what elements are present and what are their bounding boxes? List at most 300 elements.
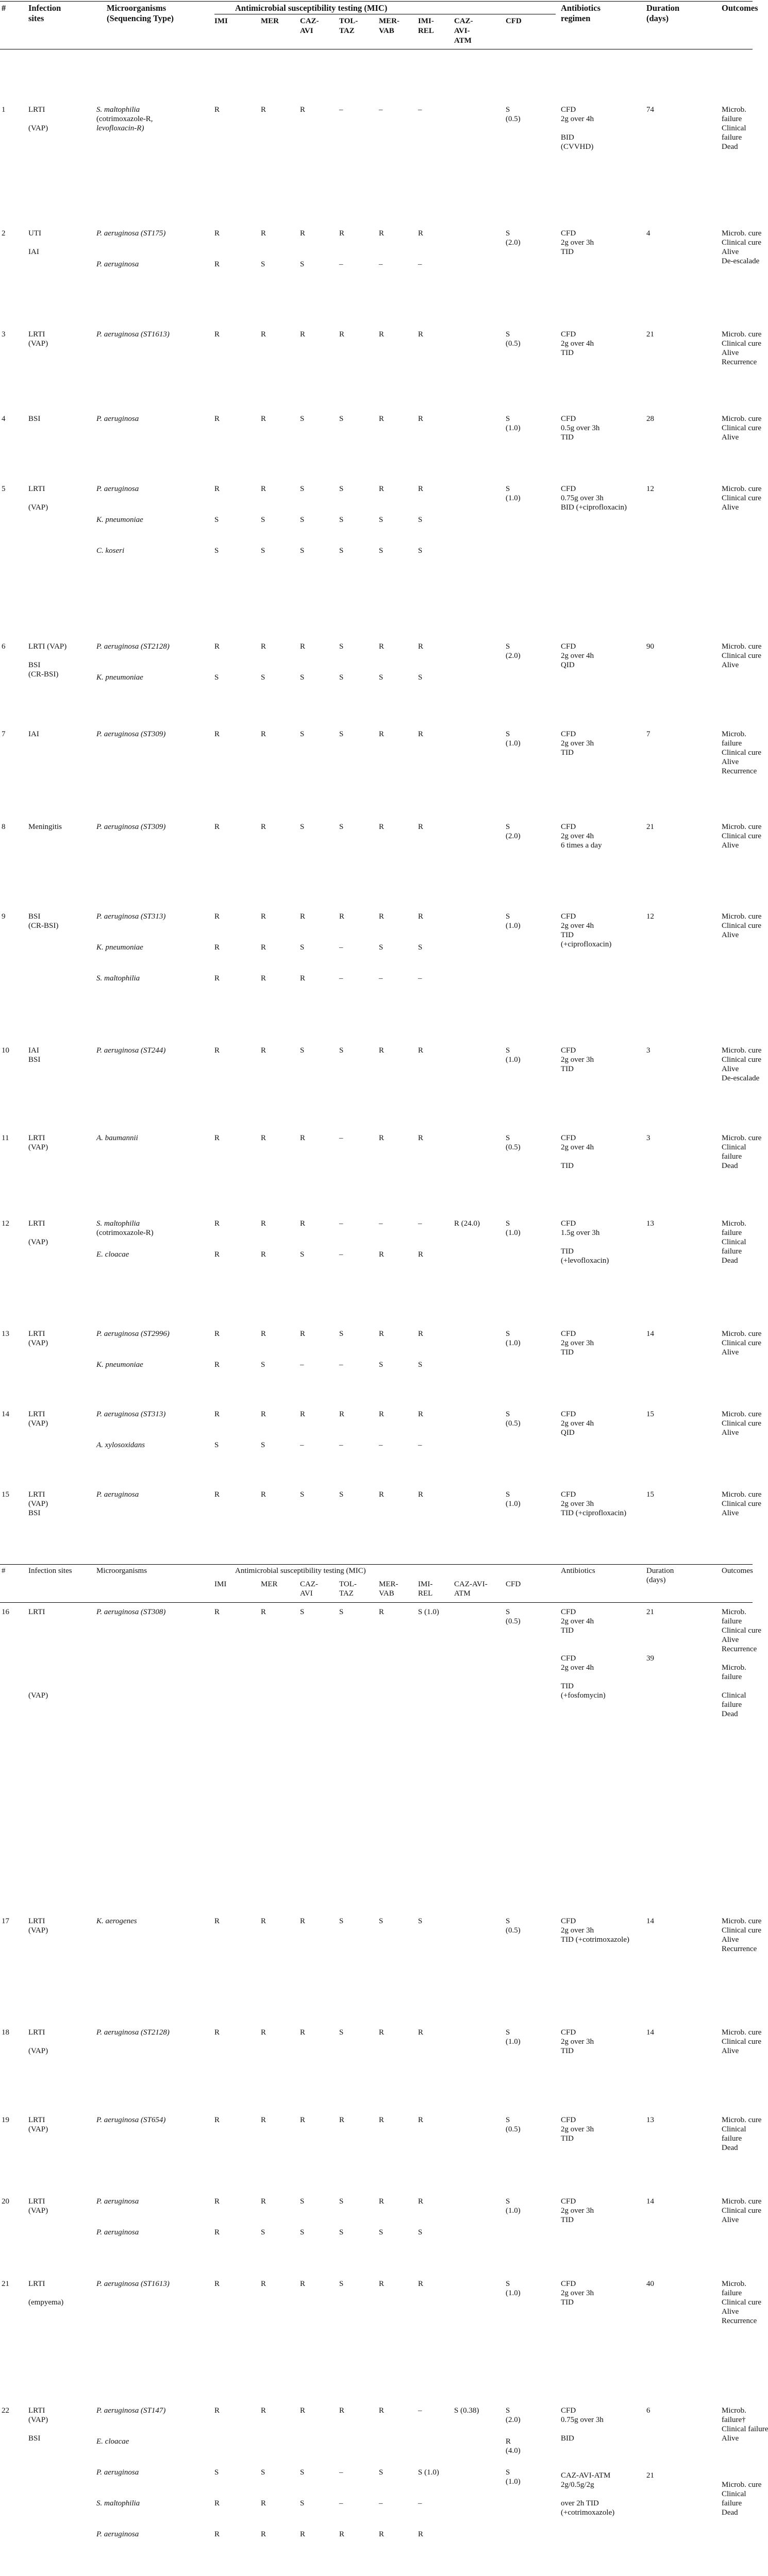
ast-value: S bbox=[418, 2228, 423, 2236]
antibiotic-regimen: CFD bbox=[561, 2116, 576, 2124]
ast-value: S bbox=[379, 516, 383, 524]
microorganism-name: A. xylosoxidans bbox=[96, 1441, 145, 1449]
row-number: 7 bbox=[2, 730, 6, 738]
ast-value: R bbox=[214, 2028, 220, 2037]
outcome: Alive bbox=[722, 1636, 739, 1644]
ast-value: R bbox=[261, 485, 266, 493]
ast-value: R bbox=[379, 1250, 385, 1259]
outcome: Alive bbox=[722, 2216, 739, 2224]
antibiotic-regimen: TID bbox=[561, 931, 574, 939]
ast-value: R bbox=[379, 229, 385, 238]
row-number: 9 bbox=[2, 912, 6, 921]
duration-days: 12 bbox=[646, 485, 654, 493]
ast-value: R bbox=[261, 1250, 266, 1259]
antibiotic-regimen: TID bbox=[561, 2047, 574, 2055]
ast-cfd-mic: (1.0) bbox=[506, 424, 521, 432]
microorganism-name: S. maltophilia bbox=[96, 974, 140, 982]
ast-value: S bbox=[418, 547, 423, 555]
ast-value: S bbox=[300, 943, 305, 952]
microorganism-name: P. aeruginosa bbox=[96, 1490, 139, 1499]
antibiotic-regimen: (+ciprofloxacin) bbox=[561, 940, 612, 948]
ast-cfd-mic: (0.5) bbox=[506, 115, 521, 123]
ast-value: S bbox=[418, 673, 423, 682]
ast-value: S bbox=[339, 2197, 344, 2206]
ast-value: R bbox=[379, 1490, 385, 1499]
outcome: failure bbox=[722, 1617, 742, 1625]
ast-value: R bbox=[300, 106, 306, 114]
ast-value: S bbox=[418, 1917, 423, 1925]
ast-value: R bbox=[214, 2530, 220, 2538]
ast-value: S bbox=[300, 2499, 305, 2507]
outcome: Clinical cure bbox=[722, 749, 762, 757]
outcome: Microb. cure bbox=[722, 1046, 762, 1055]
antibiotic-regimen: 0.75g over 3h bbox=[561, 494, 604, 502]
ast-value: R bbox=[261, 1046, 266, 1055]
header2-col-duration: Duration bbox=[646, 1567, 674, 1575]
ast-value: – bbox=[339, 1361, 343, 1369]
outcome: Microb. bbox=[722, 1608, 746, 1616]
antibiotic-regimen: TID bbox=[561, 1162, 574, 1170]
ast-value: S bbox=[339, 1490, 344, 1499]
header-col-microorganisms: (Sequencing Type) bbox=[107, 13, 174, 23]
infection-site: LRTI bbox=[28, 106, 45, 114]
ast-value: R bbox=[300, 2280, 306, 2288]
outcome: Dead bbox=[722, 1710, 738, 1718]
ast-value: R bbox=[261, 912, 266, 921]
outcome: Recurrence bbox=[722, 1645, 757, 1653]
microorganism-name: (cotrimoxazole-R) bbox=[96, 1229, 154, 1237]
ast-cfd-mic: (0.5) bbox=[506, 2125, 521, 2133]
header-col-outcomes: Outcomes bbox=[722, 3, 758, 13]
outcome: Clinical cure bbox=[722, 2298, 762, 2307]
outcome: Clinical bbox=[722, 1238, 746, 1246]
outcome: Microb. bbox=[722, 730, 746, 738]
header2-col-id: # bbox=[2, 1567, 6, 1575]
ast-value: S bbox=[261, 2468, 265, 2477]
antibiotic-regimen: 2g over 3h bbox=[561, 1056, 594, 1064]
infection-site: LRTI bbox=[28, 1330, 45, 1338]
ast-cfd-value: S bbox=[506, 2406, 510, 2415]
outcome: failure bbox=[722, 133, 742, 142]
outcome: Microb. cure bbox=[722, 912, 762, 921]
ast-value: – bbox=[339, 106, 343, 114]
row-number: 22 bbox=[2, 2406, 9, 2415]
outcome: failure† bbox=[722, 2416, 746, 2424]
duration-days-second: 39 bbox=[646, 1654, 654, 1663]
outcome: Alive bbox=[722, 1348, 739, 1357]
row-number: 14 bbox=[2, 1410, 9, 1418]
outcome: Microb. cure bbox=[722, 2197, 762, 2206]
ast-value: R bbox=[379, 1410, 385, 1418]
ast-value: S bbox=[261, 673, 265, 682]
ast-value: R bbox=[418, 1410, 424, 1418]
outcome: Microb. cure bbox=[722, 485, 762, 493]
infection-site: (VAP) bbox=[28, 2207, 48, 2215]
antibiotic-regimen: 2g over 3h bbox=[561, 239, 594, 247]
ast-value: R bbox=[261, 2280, 266, 2288]
header-ast-cfd: CFD bbox=[506, 17, 522, 25]
ast-value: R bbox=[300, 1410, 306, 1418]
ast-value: S bbox=[339, 1608, 344, 1616]
ast-cfd-value: S bbox=[506, 1134, 510, 1142]
ast-value: R bbox=[261, 730, 266, 738]
antibiotic-regimen: 2g over 4h bbox=[561, 1143, 594, 1151]
ast-cfd-value: S bbox=[506, 2468, 510, 2477]
header2-col-microorganisms: Microorganisms bbox=[96, 1567, 147, 1575]
ast-cfd-value: S bbox=[506, 1330, 510, 1338]
outcome: failure bbox=[722, 1153, 742, 1161]
table-rule bbox=[0, 1, 753, 2]
ast-value: R bbox=[379, 642, 385, 651]
header-col-sites: sites bbox=[28, 13, 44, 23]
ast-cfd-mic: (1.0) bbox=[506, 922, 521, 930]
ast-value: R bbox=[379, 1046, 385, 1055]
antibiotic-regimen: 6 times a day bbox=[561, 841, 602, 850]
outcome: failure bbox=[722, 1247, 742, 1256]
outcome: Microb. cure bbox=[722, 1490, 762, 1499]
antibiotic-regimen: 1.5g over 3h bbox=[561, 1229, 600, 1237]
ast-value: – bbox=[418, 1219, 422, 1228]
outcome: Clinical cure bbox=[722, 424, 762, 432]
infection-site: LRTI bbox=[28, 1490, 45, 1499]
outcome: Microb. cure bbox=[722, 2116, 762, 2124]
infection-site: BSI bbox=[28, 1056, 41, 1064]
row-number: 13 bbox=[2, 1330, 9, 1338]
header2-ast-col: TAZ bbox=[339, 1589, 354, 1598]
duration-days: 21 bbox=[646, 330, 654, 338]
header-ast-caz: CAZ- bbox=[300, 17, 319, 25]
ast-cfd-value: S bbox=[506, 1490, 510, 1499]
ast-value: R bbox=[261, 229, 266, 238]
infection-site: LRTI (VAP) bbox=[28, 642, 67, 651]
outcome: Dead bbox=[722, 2144, 738, 2152]
ast-value: S bbox=[379, 547, 383, 555]
outcome: Alive bbox=[722, 2434, 739, 2443]
antibiotic-regimen: 2g over 3h bbox=[561, 2038, 594, 2046]
ast-value: R bbox=[261, 1410, 266, 1418]
outcome: failure bbox=[722, 2134, 742, 2143]
header-col-ast: Antimicrobial susceptibility testing (MIC) bbox=[235, 3, 388, 13]
infection-site: BSI bbox=[28, 912, 41, 921]
header2-col-ast: Antimicrobial susceptibility testing (MIC) bbox=[235, 1567, 366, 1575]
microorganism-name: K. pneumoniae bbox=[96, 516, 143, 524]
ast-value: R bbox=[339, 912, 345, 921]
microorganism-name: P. aeruginosa (ST654) bbox=[96, 2116, 166, 2124]
ast-cfd-mic: (0.5) bbox=[506, 1419, 521, 1428]
ast-value: – bbox=[339, 1134, 343, 1142]
header2-ast-col: ATM bbox=[454, 1589, 471, 1598]
ast-value: R bbox=[418, 823, 424, 831]
ast-value: S bbox=[261, 2228, 265, 2236]
microorganism-name: P. aeruginosa (ST309) bbox=[96, 730, 166, 738]
outcome: Microb. bbox=[722, 2280, 746, 2288]
microorganism-name: levofloxacin-R) bbox=[96, 124, 144, 132]
outcome: Dead bbox=[722, 2509, 738, 2517]
ast-value: S bbox=[300, 823, 305, 831]
header2-col-duration: (days) bbox=[646, 1576, 666, 1584]
ast-value: R bbox=[418, 1490, 424, 1499]
header-ast-vab: VAB bbox=[379, 27, 394, 35]
row-number: 8 bbox=[2, 823, 6, 831]
antibiotic-regimen: BID (+ciprofloxacin) bbox=[561, 503, 627, 512]
ast-value: S bbox=[300, 2228, 305, 2236]
ast-value: R bbox=[214, 1219, 220, 1228]
ast-value: R bbox=[418, 1134, 424, 1142]
outcome: Clinical cure bbox=[722, 1500, 762, 1508]
antibiotic-regimen: 2g over 3h bbox=[561, 2207, 594, 2215]
ast-value: R bbox=[379, 2197, 385, 2206]
infection-site: IAI bbox=[28, 730, 39, 738]
outcome: Clinical cure bbox=[722, 1339, 762, 1347]
microorganism-name: S. maltophilia bbox=[96, 2499, 140, 2507]
ast-cfd-value: S bbox=[506, 1219, 510, 1228]
ast-value: S bbox=[300, 260, 305, 268]
infection-site: LRTI bbox=[28, 1219, 45, 1228]
microorganism-name: P. aeruginosa (ST1613) bbox=[96, 330, 170, 338]
ast-value: S bbox=[339, 1330, 344, 1338]
duration-days: 14 bbox=[646, 1330, 654, 1338]
ast-value: S (1.0) bbox=[418, 1608, 439, 1616]
ast-value: R bbox=[214, 2116, 220, 2124]
infection-site: LRTI bbox=[28, 2116, 45, 2124]
ast-value: R bbox=[214, 106, 220, 114]
header2-ast-col: MER- bbox=[379, 1580, 398, 1588]
antibiotic-regimen: 2g over 4h bbox=[561, 340, 594, 348]
outcome: Microb. cure bbox=[722, 1134, 762, 1142]
antibiotic-regimen: TID bbox=[561, 2298, 574, 2307]
infection-site: LRTI bbox=[28, 2197, 45, 2206]
antibiotic-regimen: CFD bbox=[561, 415, 576, 423]
ast-value: R bbox=[214, 1410, 220, 1418]
antibiotic-regimen: CFD bbox=[561, 1219, 576, 1228]
ast-value: R bbox=[379, 823, 385, 831]
ast-value: S bbox=[300, 2197, 305, 2206]
ast-value: R bbox=[214, 1330, 220, 1338]
outcome: Alive bbox=[722, 2047, 739, 2055]
ast-value: S bbox=[261, 260, 265, 268]
antibiotic-regimen: BID bbox=[561, 133, 574, 142]
antibiotic-regimen: CFD bbox=[561, 1608, 576, 1616]
outcome: Microb. cure bbox=[722, 2481, 762, 2489]
antibiotic-regimen: TID bbox=[561, 248, 574, 256]
microorganism-name: P. aeruginosa (ST244) bbox=[96, 1046, 166, 1055]
ast-value: – bbox=[418, 260, 422, 268]
infection-site: LRTI bbox=[28, 1608, 45, 1616]
ast-value: R bbox=[418, 229, 424, 238]
infection-site: LRTI bbox=[28, 1917, 45, 1925]
ast-value: S bbox=[214, 673, 219, 682]
ast-value: R bbox=[300, 2530, 306, 2538]
ast-cfd-value: S bbox=[506, 330, 510, 338]
ast-cfd-value: S bbox=[506, 642, 510, 651]
duration-days: 14 bbox=[646, 2197, 654, 2206]
header2-col-sites: Infection sites bbox=[28, 1567, 72, 1575]
ast-cfd-mic: (1.0) bbox=[506, 739, 521, 748]
antibiotic-regimen: CAZ-AVI-ATM bbox=[561, 2471, 611, 2480]
ast-value: S bbox=[214, 1441, 219, 1449]
duration-days: 3 bbox=[646, 1046, 650, 1055]
ast-value: R bbox=[339, 2530, 345, 2538]
infection-site: BSI bbox=[28, 415, 41, 423]
ast-cfd-value: S bbox=[506, 1046, 510, 1055]
ast-value: S bbox=[379, 1361, 383, 1369]
antibiotic-regimen: 2g over 3h bbox=[561, 2289, 594, 2297]
antibiotic-regimen: TID bbox=[561, 749, 574, 757]
outcome: Clinical cure bbox=[722, 1926, 762, 1935]
row-number: 5 bbox=[2, 485, 6, 493]
antibiotic-regimen: CFD bbox=[561, 106, 576, 114]
microorganism-name: C. koseri bbox=[96, 547, 125, 555]
ast-cfd-mic: (1.0) bbox=[506, 2478, 521, 2486]
ast-cfd-mic: (0.5) bbox=[506, 1143, 521, 1151]
ast-value: S bbox=[339, 2028, 344, 2037]
ast-value: S bbox=[339, 485, 344, 493]
ast-value: R bbox=[214, 1361, 220, 1369]
row-number: 3 bbox=[2, 330, 6, 338]
infection-site: LRTI bbox=[28, 1410, 45, 1418]
duration-days: 74 bbox=[646, 106, 654, 114]
ast-value: R bbox=[339, 330, 345, 338]
table-rule bbox=[0, 1564, 753, 1565]
outcome: Clinical bbox=[722, 2490, 746, 2498]
ast-value: S bbox=[339, 1046, 344, 1055]
duration-days: 15 bbox=[646, 1410, 654, 1418]
microorganism-name: P. aeruginosa (ST308) bbox=[96, 1608, 166, 1616]
outcome: Dead bbox=[722, 143, 738, 151]
ast-value: – bbox=[379, 1441, 383, 1449]
ast-cfd-mic: (1.0) bbox=[506, 2038, 521, 2046]
microorganism-name: E. cloacae bbox=[96, 1250, 129, 1259]
ast-value: R bbox=[339, 2406, 345, 2415]
ast-value: S bbox=[300, 730, 305, 738]
antibiotic-regimen: (CVVHD) bbox=[561, 143, 594, 151]
row-number: 6 bbox=[2, 642, 6, 651]
antibiotic-regimen: TID (+cotrimoxazole) bbox=[561, 1936, 629, 1944]
microorganism-name: P. aeruginosa (ST147) bbox=[96, 2406, 166, 2415]
outcome: Alive bbox=[722, 758, 739, 766]
infection-site: (VAP) bbox=[28, 1143, 48, 1151]
header-ast-imi: IMI bbox=[214, 17, 228, 25]
ast-value: – bbox=[418, 974, 422, 982]
ast-value: R bbox=[379, 730, 385, 738]
ast-value: R bbox=[261, 943, 266, 952]
ast-value: R bbox=[300, 1330, 306, 1338]
ast-cfd-mic: (2.0) bbox=[506, 832, 521, 840]
ast-value: R bbox=[261, 974, 266, 982]
antibiotic-regimen: 2g over 3h bbox=[561, 1339, 594, 1347]
antibiotic-regimen: CFD bbox=[561, 912, 576, 921]
outcome: Microb. bbox=[722, 2406, 746, 2415]
outcome: failure bbox=[722, 1701, 742, 1709]
infection-site: BSI bbox=[28, 1509, 41, 1517]
ast-value: – bbox=[300, 1361, 304, 1369]
ast-value: S bbox=[261, 1361, 265, 1369]
ast-value: R bbox=[379, 1608, 385, 1616]
ast-cfd-value: S bbox=[506, 1608, 510, 1616]
duration-days: 21 bbox=[646, 823, 654, 831]
ast-value: R bbox=[418, 730, 424, 738]
microorganism-name: P. aeruginosa (ST313) bbox=[96, 912, 166, 921]
antibiotic-regimen: 2g over 3h bbox=[561, 1500, 594, 1508]
ast-value: R bbox=[418, 2280, 424, 2288]
header-ast-avi: AVI- bbox=[454, 27, 470, 35]
ast-value: S (1.0) bbox=[418, 2468, 439, 2477]
ast-value: R bbox=[379, 2530, 385, 2538]
ast-cfd-mic: (0.5) bbox=[506, 1926, 521, 1935]
row-number: 15 bbox=[2, 1490, 9, 1499]
antibiotic-regimen: 2g over 4h bbox=[561, 1419, 594, 1428]
outcome: failure bbox=[722, 1673, 742, 1681]
antibiotic-regimen: CFD bbox=[561, 1134, 576, 1142]
header2-ast-col: IMI- bbox=[418, 1580, 433, 1588]
infection-site: (VAP) bbox=[28, 340, 48, 348]
ast-value: R bbox=[214, 1608, 220, 1616]
outcome: Clinical cure bbox=[722, 922, 762, 930]
ast-value: – bbox=[418, 1441, 422, 1449]
antibiotic-regimen: QID bbox=[561, 1429, 575, 1437]
duration-days-second: 21 bbox=[646, 2471, 654, 2480]
outcome: Microb. bbox=[722, 106, 746, 114]
header-ast-avi: AVI bbox=[300, 27, 313, 35]
antibiotic-regimen: CFD bbox=[561, 2280, 576, 2288]
row-number: 1 bbox=[2, 106, 6, 114]
infection-site: BSI bbox=[28, 2434, 41, 2443]
outcome: Dead bbox=[722, 1162, 738, 1170]
microorganism-name: P. aeruginosa bbox=[96, 485, 139, 493]
ast-value: R bbox=[261, 823, 266, 831]
microorganism-name: K. pneumoniae bbox=[96, 673, 143, 682]
ast-value: S bbox=[339, 2228, 344, 2236]
ast-value: S bbox=[339, 730, 344, 738]
header2-ast-col: CAZ- bbox=[300, 1580, 318, 1588]
outcome: failure bbox=[722, 739, 742, 748]
ast-value: R bbox=[379, 912, 385, 921]
duration-days: 13 bbox=[646, 2116, 654, 2124]
ast-value: R bbox=[339, 2116, 345, 2124]
ast-value: S bbox=[300, 547, 305, 555]
ast-value: R bbox=[214, 823, 220, 831]
outcome: Clinical cure bbox=[722, 652, 762, 660]
infection-site: (VAP) bbox=[28, 1238, 48, 1246]
ast-value: S bbox=[379, 2468, 383, 2477]
ast-cfd-value: S bbox=[506, 229, 510, 238]
outcome: Clinical cure bbox=[722, 1056, 762, 1064]
ast-value: R bbox=[379, 2028, 385, 2037]
antibiotic-regimen: 2g over 3h bbox=[561, 1926, 594, 1935]
outcome: De-escalade bbox=[722, 257, 760, 265]
header2-ast-col: AVI bbox=[300, 1589, 313, 1598]
outcome: Microb. bbox=[722, 1664, 746, 1672]
outcome: Clinical bbox=[722, 1143, 746, 1151]
header-col-sites: Infection bbox=[28, 3, 61, 13]
microorganism-name: A. baumannii bbox=[96, 1134, 138, 1142]
antibiotic-regimen: CFD bbox=[561, 2197, 576, 2206]
row-number: 20 bbox=[2, 2197, 9, 2206]
antibiotic-regimen: TID (+ciprofloxacin) bbox=[561, 1509, 627, 1517]
ast-value: S bbox=[379, 673, 383, 682]
header2-ast-col: CFD bbox=[506, 1580, 521, 1588]
ast-cfd-value: S bbox=[506, 485, 510, 493]
ast-value: R bbox=[379, 485, 385, 493]
table-rule bbox=[0, 1602, 753, 1603]
outcome: failure bbox=[722, 2499, 742, 2507]
outcome: Microb. cure bbox=[722, 1330, 762, 1338]
ast-value: – bbox=[379, 260, 383, 268]
infection-site: (CR-BSI) bbox=[28, 670, 59, 679]
ast-value: R bbox=[261, 106, 266, 114]
outcome: Alive bbox=[722, 503, 739, 512]
ast-value: S bbox=[261, 516, 265, 524]
